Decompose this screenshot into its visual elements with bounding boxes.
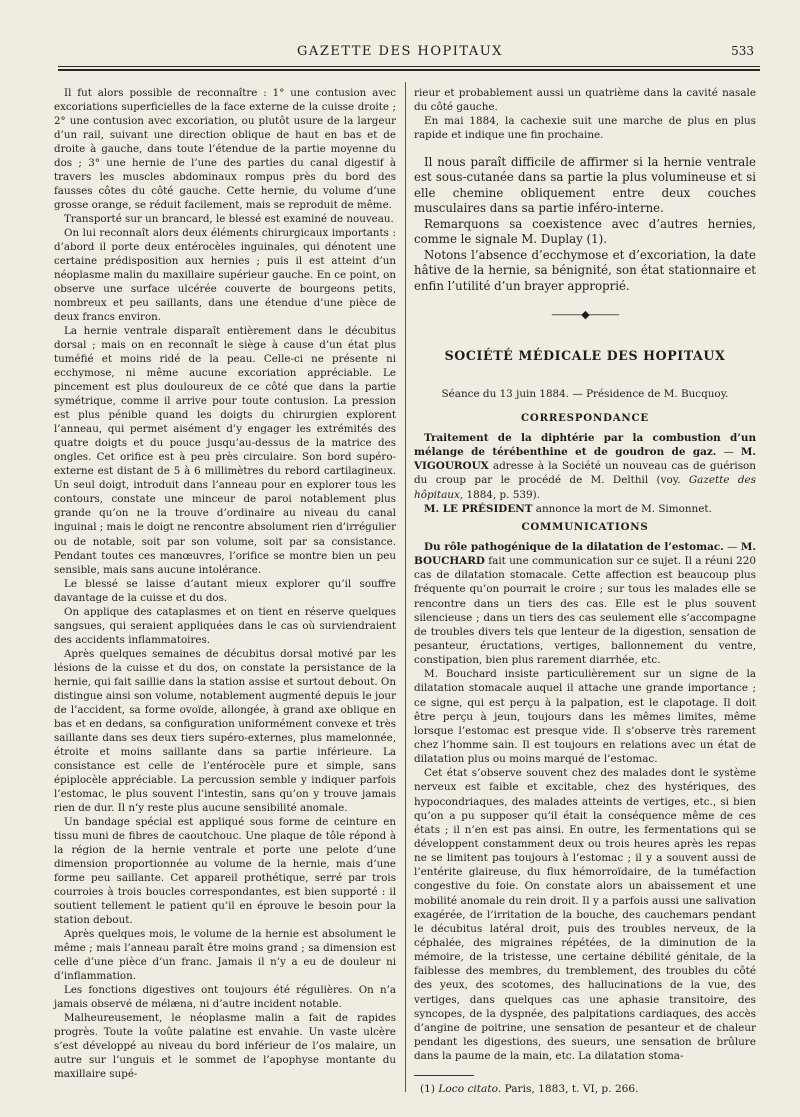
footnote-rule <box>414 1075 474 1076</box>
paragraph-traitement: Traitement de la diphtérie par la combustion d’un mélange de térébenthine et de goudron de gaz. — M. VIGOUROUX adresse à la Société un nouveau cas de guérison du croup par le procédé de M. Delthil (voy. Gazette des hôpitaux, 1884, p. 539). <box>414 432 756 501</box>
text-span: 1884, p. 539). <box>466 488 540 501</box>
paragraph: Il fut alors possible de reconnaître : 1° une contusion avec excoriations superficielles de la face externe de la cuisse droite ; 2° une contusion avec excoriation, ou plutôt usure de la largeur d’un rail, suivant une direction oblique de haut en bas et de droite à gauche, dans toute l’étendue de la partie moyenne du dos ; 3° une hernie de l’une des parties du canal digestif à travers les muscles abdominaux rompus près du bord des fausses côtes du côté gauche. Cette hernie, du volume d’une grosse orange, se réduit facilement, mais se reproduit de même. <box>54 87 396 212</box>
session-line: Séance du 13 juin 1884. — Présidence de M. Bucquoy. <box>441 387 729 400</box>
paragraph: En mai 1884, la cachexie suit une marche de plus en plus rapide et indique une fin prochaine. <box>414 115 756 142</box>
author-name: M. BOUCHARD <box>414 541 756 568</box>
right-column <box>414 86 756 1096</box>
conclusion-paragraph: Il nous paraît difficile de affirmer si la hernie ventrale est sous-cutanée dans sa partie la plus volumineuse et si elle chemine obliquement entre deux couches musculaires dans sa partie inféro-interne. <box>414 154 756 216</box>
paragraph-continuation: rieur et probablement aussi un quatrième dans la cavité nasale du côté gauche. <box>414 87 756 114</box>
paragraph: On applique des cataplasmes et on tient en réserve quelques sangsues, qui seraient appliquées dans le cas où surviendraient des accidents inflammatoires. <box>54 605 396 646</box>
citation: Gazette des hôpitaux, <box>414 474 756 501</box>
paragraph: On lui reconnaît alors deux éléments chirurgicaux importants : d’abord il porte deux entérocèles inguinales, qui dénotent une certaine prédisposition aux hernies ; puis il est atteint d’un néoplasme malin du maxillaire supérieur gauche. En ce point, on observe une surface ulcérée couverte de bourgeons petits, nombreux et peu saillants, dans une étendue d’une pièce de deux francs environ. <box>54 227 396 324</box>
paragraph: Malheureusement, le néoplasme malin a fait de rapides progrès. Toute la voûte palatine est envahie. Un vaste ulcère s’est développé au niveau du bord inférieur de l’os malaire, un autre sur l’unguis et le sommet de l’apophyse montante du maxillaire supé- <box>54 1012 396 1081</box>
paragraph: Le blessé se laisse d’autant mieux explorer qu’il souffre davantage de la cuisse et du dos. <box>54 577 396 604</box>
header-rule-thick <box>58 69 760 71</box>
text-span: fait une communication sur ce sujet. Il a réuni 220 cas de dilatation stomacale. Cette affection est beaucoup plus fréquente qu’on pourrait le croire ; sur tous les malades elle se rencontre dans un tiers des cas. Elle est le plus souvent silencieuse ; dans un tiers des cas seulement elle s’accompagne de troubles divers tels que lenteur de la digestion, sensation de pesanteur, éructations, vertiges, ballonnement du ventre, constipation, bien plus rarement diarrhée, etc. <box>414 555 756 667</box>
page-header <box>40 44 760 66</box>
conclusion-paragraph: Notons l’absence d’ecchymose et d’excoriation, la date hâtive de la hernie, sa bénignité, son état stationnaire et enfin l’utilité d’un brayer approprié. <box>414 247 756 293</box>
paragraph: Cet état s’observe souvent chez des malades dont le système nerveux est faible et excitable, chez des hystériques, des hypocondriaques, des malades atteints de vertiges, etc., si bien qu’on a pu supposer qu’il était la conséquence même de ces états ; il n’en est pas ainsi. En outre, les fermentations qui se développent constamment deux ou trois heures après les repas ne se limitent pas toujours à l’estomac ; il y a souvent aussi de l’entérite glaireuse, du flux hémorroïdaire, de la tuméfaction congestive du foie. On constate alors un abaissement et une mobilité anomale du rein droit. Il y a parfois aussi une salivation exagérée, de l’irritation de la bouche, des cauchemars pendant le décubitus latéral droit, puis des troubles nerveux, de la céphalée, des migraines répétées, de la diminution de la mémoire, de la tristesse, une certaine débilité génitale, de la faiblesse des membres, du tremblement, des troubles du côté des yeux, des scotomes, des hallucinations de la vue, des vertiges, dans quelques cas une aphasie transitoire, des syncopes, de la dyspnée, des palpitations cardiaques, des accès d’angine de poitrine, une sensation de pesanteur et de chaleur pendant les digestions, des sueurs, une sensation de brûlure dans la paume de la main, etc. La dilatation stoma- <box>414 767 756 1063</box>
paragraph-president <box>414 502 756 516</box>
conclusion-paragraph: Remarquons sa coexistence avec d’autres hernies, comme le signale M. Duplay (1). <box>414 216 756 247</box>
subheading-communications: COMMUNICATIONS <box>521 520 649 533</box>
paragraph: M. Bouchard insiste particulièrement sur un signe de la dilatation stomacale auquel il attache une grande importance ; ce signe, qui est perçu à la palpation, est le clapotage. Il doit être perçu à jeun, toujours dans les mêmes limites, même lorsque l’estomac est presque vide. Il s’observe très rarement chez l’homme sain. Il est toujours en relations avec un état de dilatation plus ou moins marqué de l’estomac. <box>414 668 756 766</box>
footnote-number: (1) <box>420 1083 436 1096</box>
paragraph: Un bandage spécial est appliqué sous forme de ceinture en tissu muni de fibres de caoutchouc. Une plaque de tôle répond à la région de la hernie ventrale et porte une pelote d’une dimension proportionnée au volume de la hernie, mais d’une forme peu saillante. Cet appareil prothétique, serré par trois courroies à trois boucles correspondantes, est bien supporté : il soutient tellement le patient qu’il en éprouve le besoin pour la station debout. <box>54 815 396 926</box>
page-number: 533 <box>731 44 754 58</box>
journal-title: GAZETTE DES HOPITAUX <box>297 44 503 59</box>
text-span: annonce la mort de M. Simonnet. <box>535 502 712 515</box>
left-column <box>54 86 396 1081</box>
footnote-citation: Loco citato. <box>438 1083 502 1096</box>
article-title: Du rôle pathogénique de la dilatation de l’estomac. <box>424 541 724 554</box>
paragraph: Les fonctions digestives ont toujours été régulières. On n’a jamais observé de mélæna, ni d’autre incident notable. <box>54 984 396 1011</box>
paragraph: Après quelques mois, le volume de la hernie est absolument le même ; mais l’anneau paraît être moins grand ; sa dimension est celle d’une pièce d’un franc. Jamais il n’y a eu de douleur ni d’inflammation. <box>54 927 396 982</box>
header-rule <box>58 66 760 67</box>
article-title: Traitement de la diphtérie par la combustion d’un mélange de térébenthine et de goudron de gaz. <box>414 432 756 459</box>
paragraph: Transporté sur un brancard, le blessé est examiné de nouveau. <box>64 213 394 226</box>
paragraph: Après quelques semaines de décubitus dorsal motivé par les lésions de la cuisse et du dos, on constate la persistance de la hernie, qui fait saillie dans la station assise et surtout debout. On distingue ainsi son volume, notablement augmenté depuis le jour de l’accident, sa forme ovoïde, allongée, à grand axe oblique en bas et en dedans, sa configuration uniformément convexe et très saillante dans ses deux tiers supéro-externes, plus mamelonnée, étroite et moins saillante dans sa partie inférieure. La consistance est celle de l’entérocèle pure et simple, sans épiplocèle appréciable. La percussion semble y indiquer parfois l’estomac, le plus souvent l’intestin, sans qu’on y trouve jamais rien de dur. Il n’y reste plus aucune sensibilité anomale. <box>54 647 396 814</box>
footnote <box>414 1082 756 1096</box>
paragraph: La hernie ventrale disparaît entièrement dans le décubitus dorsal ; mais on en reconnaît le siège à cause d’un état plus tuméfié et moins ridé de la peau. Celle-ci ne présente ni ecchymose, ni même aucune excoriation appréciable. Le pincement est plus douloureux de ce côté que dans la partie symétrique, comme il arrive pour toute contusion. La pression est plus pénible quand les doigts du chirurgien explorent l’anneau, qui permet aisément d’y engager les extrémités des quatre doigts et du pouce jusqu’au-dessus de la matrice des ongles. Cet orifice est à peu près circulaire. Son bord supéro-externe est distant de 5 à 6 millimètres du rebord cartilagineux. Un seul doigt, introduit dans l’anneau pour en explorer tous les contours, constate une minceur de paroi notablement plus grande qu’on ne la trouve d’ordinaire au niveau du canal inguinal ; mais le doigt ne rencontre absolument rien d’irrégulier ou de notable, soit par son volume, soit par sa consistance. Pendant toutes ces manœuvres, l’orifice se montre bien un peu sensible, mais sans aucune intolérance. <box>54 325 396 576</box>
subheading-correspondance: CORRESPONDANCE <box>520 411 649 424</box>
paragraph-dilatation: Du rôle pathogénique de la dilatation de l’estomac. — M. BOUCHARD fait une communication sur ce sujet. Il a réuni 220 cas de dilatation stomacale. Cette affection est beaucoup plus fréquente qu’on pourrait le croire ; sur tous les malades elle se rencontre dans un tiers des cas. Elle est le plus souvent silencieuse ; dans un tiers des cas seulement elle s’accompagne de troubles divers tels que lenteur de la digestion, sensation de pesanteur, éructations, vertiges, ballonnement du ventre, constipation, bien plus rarement diarrhée, etc. <box>414 541 756 667</box>
section-title: SOCIÉTÉ MÉDICALE DES HOPITAUX <box>444 347 726 363</box>
text-span: Paris, 1883, t. VI, p. 266. <box>504 1083 639 1096</box>
author-name: M. VIGOUROUX <box>414 446 756 473</box>
text-span: adresse à la Société un nouveau cas de guérison du croup par le procédé de M. Delthil (voy. <box>414 460 756 487</box>
author-name: M. LE PRÉSIDENT <box>424 502 533 515</box>
column-divider <box>405 82 406 1092</box>
section-separator: ———◆——— <box>551 308 619 322</box>
